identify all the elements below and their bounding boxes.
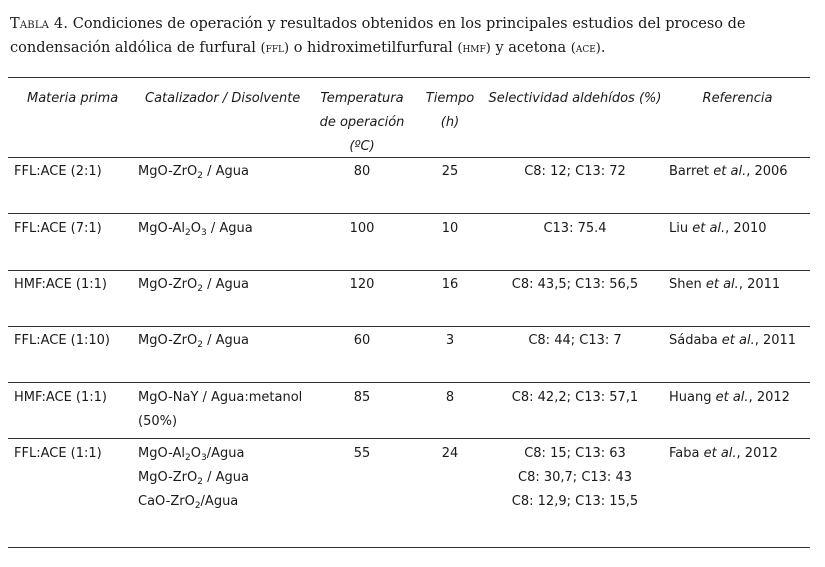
- row5-materia-prima: HMF:ACE (1:1): [14, 390, 107, 405]
- row2-cat-solvent: / Agua: [206, 221, 253, 236]
- row1-materia-prima: FFL:ACE (2:1): [14, 164, 102, 179]
- caption-abbr-ffl: (ffl): [260, 41, 290, 56]
- caption-text-4: .: [600, 40, 606, 56]
- row4-cat-text: MgO-ZrO: [138, 333, 198, 348]
- row2-referencia: [669, 217, 767, 241]
- row6-cat3-sub: 2: [194, 501, 201, 511]
- row5-catalizador-line1: MgO-NaY / Agua:metanol: [138, 390, 303, 405]
- row4-tiempo: 3: [445, 333, 455, 348]
- header-temperatura-line3: (ºC): [349, 139, 375, 154]
- row2-temperatura: 100: [349, 221, 375, 236]
- caption-text-1: Condiciones de operación y resultados obtenidos en los principales estudios del proceso de condensación aldólica de furfural: [10, 16, 746, 56]
- row3-ref-author: Shen: [669, 277, 702, 292]
- caption-text-3: y acetona: [490, 40, 571, 56]
- row-divider-3: [8, 326, 810, 327]
- row6-cat3-text: CaO-ZrO: [138, 494, 195, 509]
- row4-ref-etal: et al.: [717, 333, 755, 348]
- row1-selectividad: C8: 12; C13: 72: [524, 164, 626, 179]
- table-top-rule: [8, 77, 810, 78]
- row3-tiempo: 16: [441, 277, 459, 292]
- header-selectividad: Selectividad aldehídos (%): [488, 91, 662, 106]
- row2-cat-sub: 2: [184, 228, 191, 238]
- row3-ref-year: , 2011: [738, 277, 781, 292]
- row6-cat1-sub2: 3: [200, 453, 207, 463]
- row2-catalizador: [138, 217, 253, 241]
- table-caption: [10, 12, 815, 61]
- row1-catalizador: [138, 160, 249, 184]
- table-bottom-rule: [8, 547, 810, 548]
- row6-tiempo: 24: [441, 446, 459, 461]
- row3-catalizador: [138, 273, 249, 297]
- row3-temperatura: 120: [349, 277, 375, 292]
- row6-materia-prima: FFL:ACE (1:1): [14, 446, 102, 461]
- row-divider-4: [8, 382, 810, 383]
- row2-materia-prima: FFL:ACE (7:1): [14, 221, 102, 236]
- row6-catalizador-line3: [138, 490, 238, 514]
- caption-abbr-ace: (ace): [570, 41, 601, 56]
- row6-ref-year: , 2012: [736, 446, 778, 461]
- row3-materia-prima: HMF:ACE (1:1): [14, 277, 107, 292]
- row1-temperatura: 80: [353, 164, 371, 179]
- header-temperatura-line1: Temperatura: [320, 91, 404, 106]
- row5-ref-year: , 2012: [748, 390, 790, 405]
- row5-selectividad: C8: 42,2; C13: 57,1: [511, 390, 639, 405]
- row6-cat1-solvent: /Agua: [206, 446, 245, 461]
- row1-ref-etal: et al.: [709, 164, 747, 179]
- caption-text-2: o hidroximetilfurfural: [289, 40, 458, 56]
- row6-cat3-solvent: /Agua: [200, 494, 239, 509]
- row5-referencia: [669, 386, 790, 410]
- row-divider-1: [8, 213, 810, 214]
- caption-label: Tabla 4.: [10, 16, 69, 32]
- header-catalizador: Catalizador / Disolvente: [145, 91, 301, 106]
- row1-cat-sub: 2: [197, 171, 203, 181]
- row6-selectividad-line2: C8: 30,7; C13: 43: [518, 470, 632, 485]
- row6-cat2-solvent: / Agua: [202, 470, 249, 485]
- row1-ref-year: , 2006: [746, 164, 788, 179]
- row1-cat-text: MgO-ZrO: [138, 164, 198, 179]
- row4-selectividad: C8: 44; C13: 7: [528, 333, 622, 348]
- row4-ref-author: Sádaba: [669, 333, 718, 348]
- row6-cat1-text: MgO-Al: [138, 446, 185, 461]
- row-divider-5: [8, 438, 810, 439]
- header-referencia: Referencia: [702, 91, 773, 106]
- row6-ref-author: Faba: [669, 446, 700, 461]
- row4-catalizador: [138, 329, 249, 353]
- row4-temperatura: 60: [353, 333, 371, 348]
- row2-cat-sub2: 3: [200, 228, 207, 238]
- row4-referencia: [669, 329, 796, 353]
- row5-temperatura: 85: [353, 390, 371, 405]
- row1-referencia: [669, 160, 788, 184]
- row5-ref-etal: et al.: [711, 390, 749, 405]
- row4-cat-solvent: / Agua: [202, 333, 249, 348]
- row3-cat-text: MgO-ZrO: [138, 277, 198, 292]
- row2-tiempo: 10: [441, 221, 459, 236]
- row5-ref-author: Huang: [669, 390, 712, 405]
- row2-ref-author: Liu: [669, 221, 689, 236]
- caption-abbr-hmf: (hmf): [457, 41, 491, 56]
- row1-ref-author: Barret: [669, 164, 710, 179]
- row3-cat-solvent: / Agua: [202, 277, 249, 292]
- row6-catalizador-line2: [138, 466, 249, 490]
- header-temperatura-line2: de operación: [319, 115, 405, 130]
- row6-referencia: [669, 442, 778, 466]
- row4-materia-prima: FFL:ACE (1:10): [14, 333, 111, 348]
- row3-referencia: [669, 273, 780, 297]
- row1-cat-solvent: / Agua: [202, 164, 249, 179]
- row4-ref-year: , 2011: [754, 333, 797, 348]
- row3-ref-etal: et al.: [701, 277, 739, 292]
- row6-catalizador-line1: [138, 442, 244, 466]
- row6-selectividad-line3: C8: 12,9; C13: 15,5: [511, 494, 639, 509]
- row6-cat2-sub: 2: [197, 477, 203, 487]
- header-tiempo-line2: (h): [440, 115, 460, 130]
- row2-ref-etal: et al.: [688, 221, 726, 236]
- row6-cat1-sub: 2: [184, 453, 191, 463]
- row2-cat-text: MgO-Al: [138, 221, 185, 236]
- row-divider-2: [8, 270, 810, 271]
- row5-tiempo: 8: [445, 390, 455, 405]
- row3-selectividad: C8: 43,5; C13: 56,5: [511, 277, 639, 292]
- row6-temperatura: 55: [353, 446, 371, 461]
- row6-ref-etal: et al.: [699, 446, 737, 461]
- header-materia-prima: Materia prima: [27, 91, 119, 106]
- header-tiempo-line1: Tiempo: [425, 91, 475, 106]
- row6-cat2-text: MgO-ZrO: [138, 470, 198, 485]
- row2-cat-text-b: O: [190, 221, 201, 236]
- row3-cat-sub: 2: [197, 284, 203, 294]
- row2-ref-year: , 2010: [725, 221, 767, 236]
- row6-cat1-text-b: O: [190, 446, 201, 461]
- row6-selectividad-line1: C8: 15; C13: 63: [524, 446, 626, 461]
- row4-cat-sub: 2: [197, 340, 203, 350]
- row2-selectividad: C13: 75.4: [543, 221, 607, 236]
- row5-catalizador-line2: (50%): [138, 414, 178, 429]
- row1-tiempo: 25: [441, 164, 459, 179]
